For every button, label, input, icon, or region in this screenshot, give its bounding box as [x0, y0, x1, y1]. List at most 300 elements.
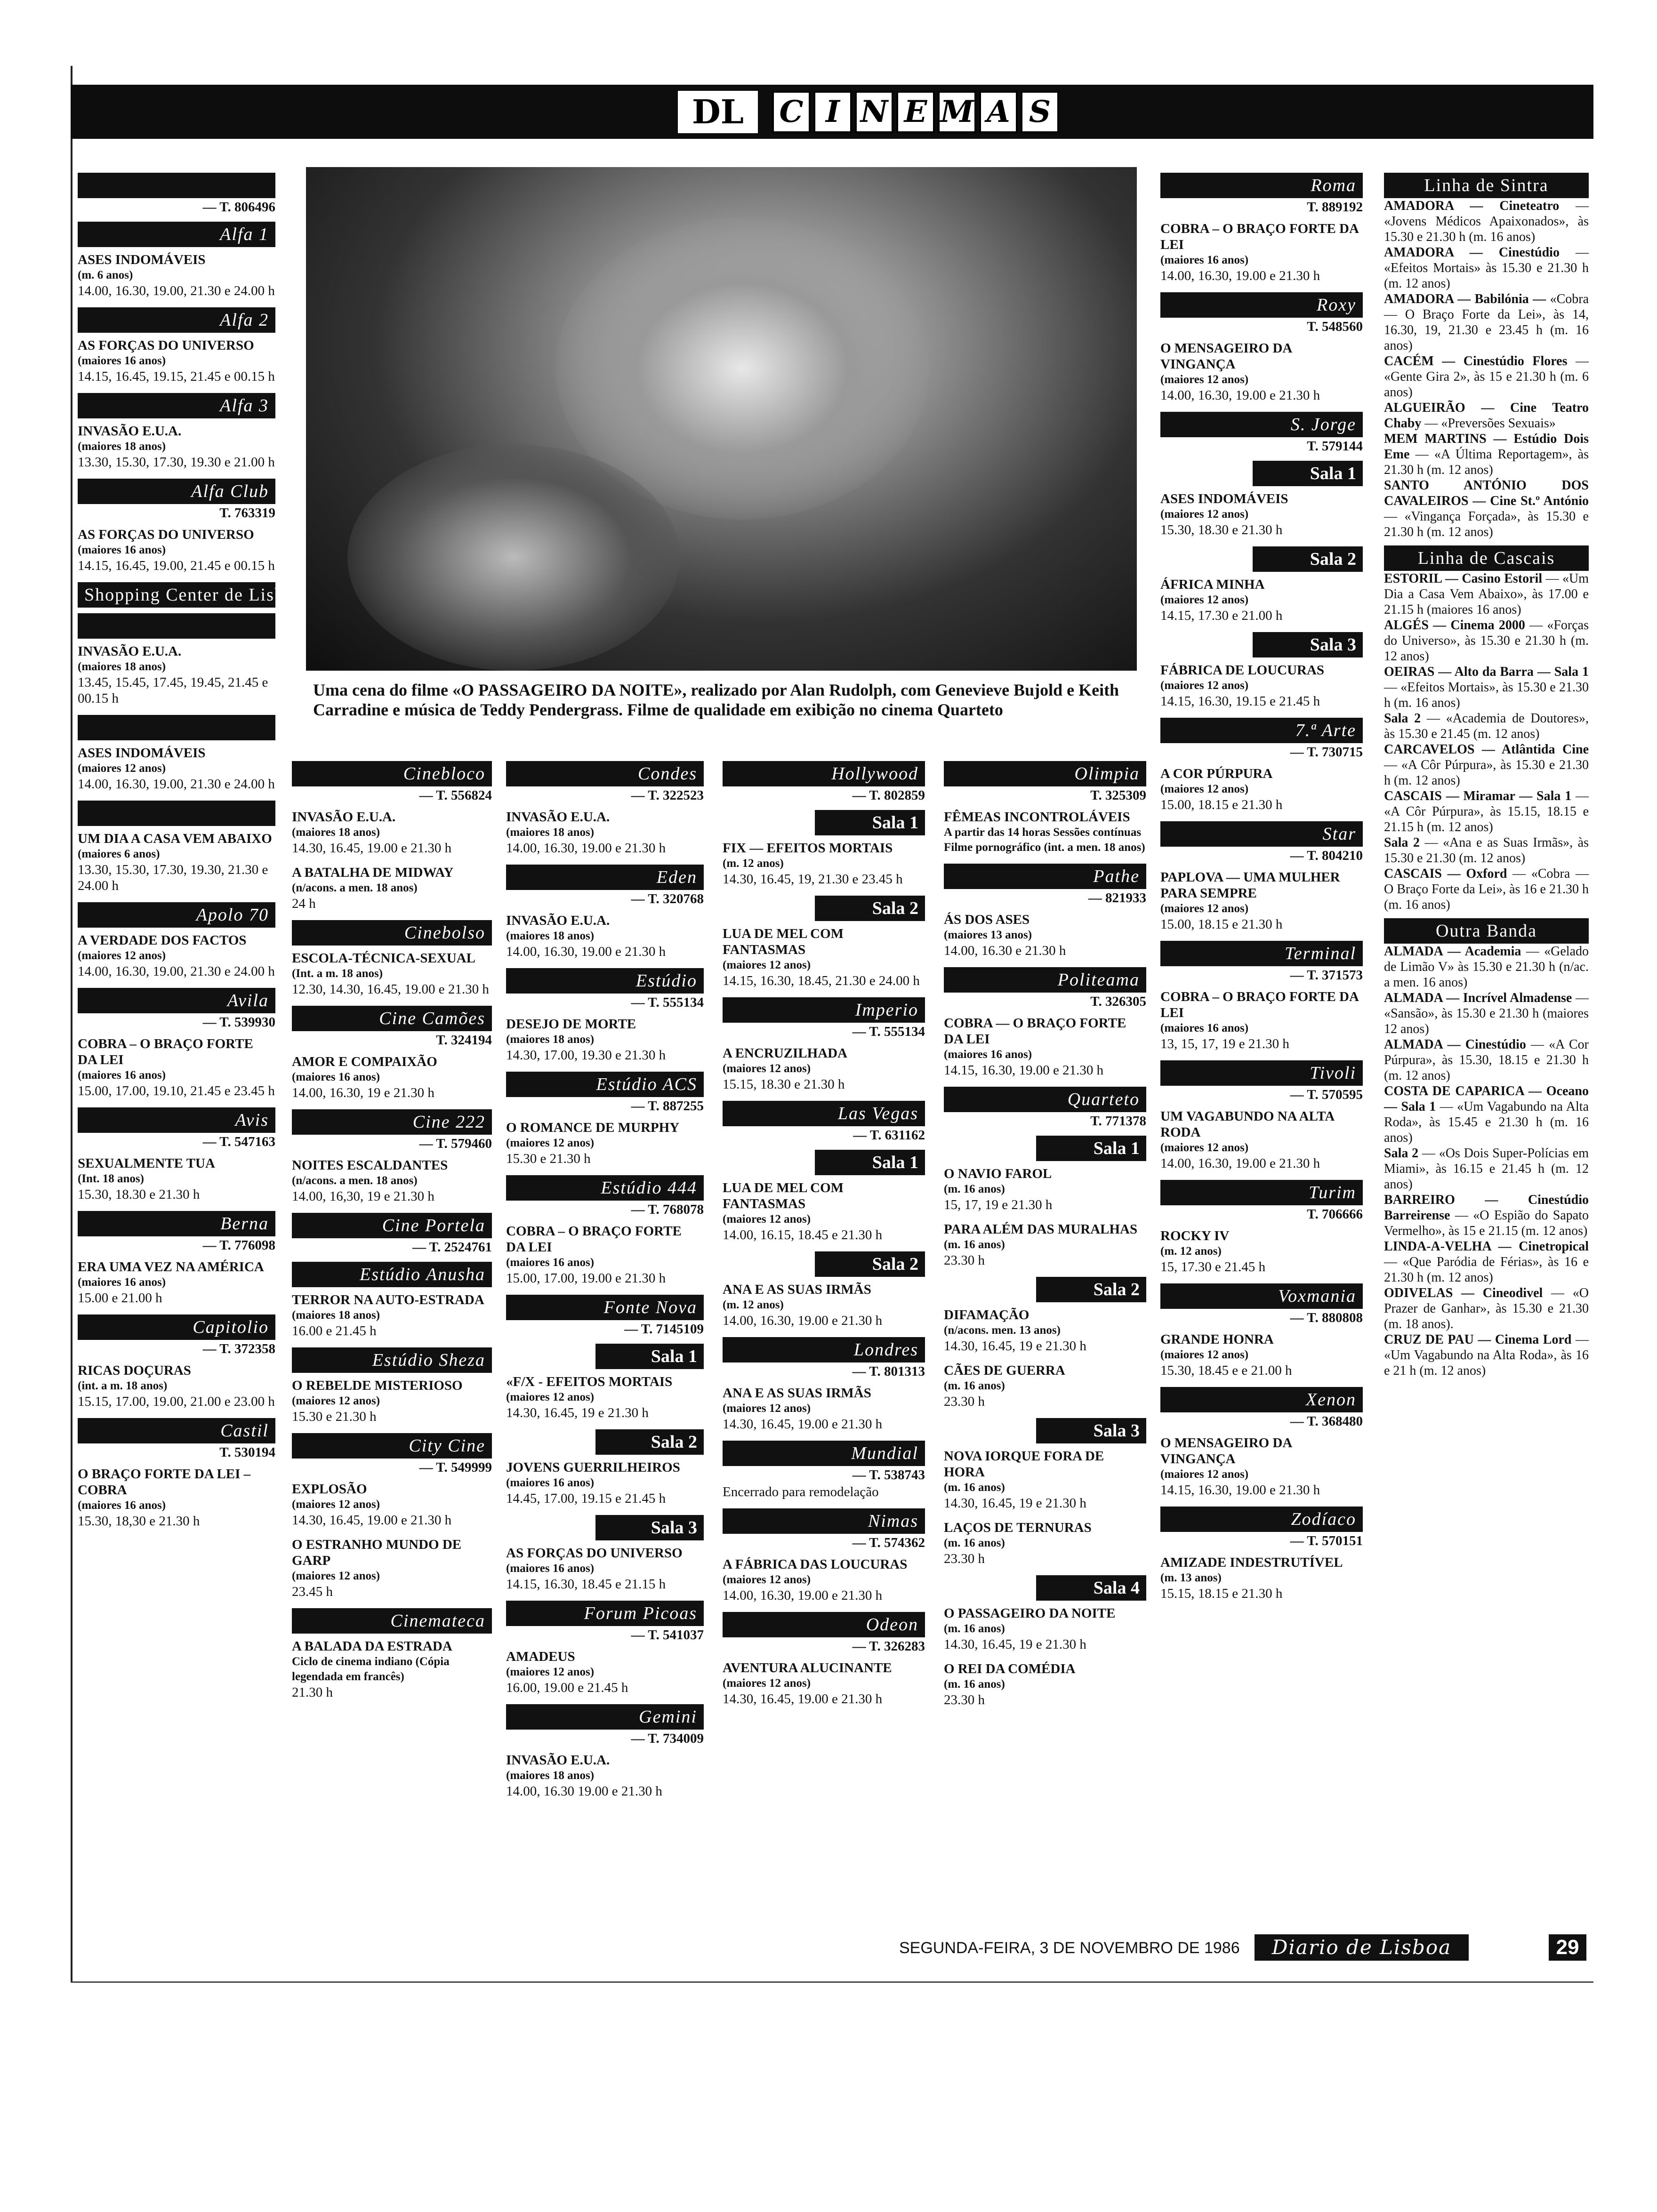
title-letter: M — [938, 91, 976, 133]
film-title: O ROMANCE DE MURPHY — [506, 1120, 680, 1135]
film-rating: (maiores 13 anos) — [944, 929, 1032, 941]
film-listing — [78, 527, 275, 574]
cinema-header: Estúdio Sheza — [292, 1347, 492, 1373]
film-title: INVASÃO E.U.A. — [78, 644, 182, 659]
title-letter: A — [979, 91, 1018, 133]
film-listing — [292, 865, 492, 912]
cinema-header — [78, 801, 275, 826]
film-times: 14.45, 17.00, 19.15 e 21.45 h — [506, 1491, 666, 1506]
cinema-phone: T. 889192 — [1307, 200, 1363, 215]
regional-listing — [1384, 400, 1589, 431]
film-times: 14.30, 16.45, 19 e 21.30 h — [506, 1405, 649, 1420]
film-listing — [723, 1045, 925, 1092]
regional-listing — [1384, 711, 1589, 742]
film-title: COBRA – O BRAÇO FORTE DA LEI — [78, 1036, 253, 1067]
film-rating: (maiores 16 anos) — [1160, 254, 1249, 266]
cinema-header: Xenon — [1160, 1387, 1363, 1412]
film-rating: (maiores 16 anos) — [78, 1499, 166, 1512]
film-times: 15.00, 17.00, 19.00 e 21.30 h — [506, 1271, 666, 1286]
listing-column-5 — [944, 755, 1146, 1716]
film-listing — [292, 1054, 492, 1101]
film-rating: (maiores 12 anos) — [723, 1573, 811, 1586]
film-listing — [78, 932, 275, 979]
cinema-phone: T. 548560 — [1307, 319, 1363, 334]
screening-info: — «Os Dois Super-Polícias em Miami», às 16.15 e 21.45 h (m. 12 anos) — [1384, 1146, 1589, 1192]
film-title: DESEJO DE MORTE — [506, 1017, 636, 1032]
screening-info: — «Efeitos Mortais» às 15.30 e 21.30 h (m. 12 anos) — [1384, 245, 1589, 291]
film-title: O MENSAGEIRO DA VINGANÇA — [1160, 341, 1292, 372]
listing-column-2 — [292, 755, 492, 1709]
cinema-header — [78, 613, 275, 639]
film-times: 14.00, 16.30, 19.00 e 21.30 h — [723, 1313, 883, 1328]
film-title: INVASÃO E.U.A. — [506, 913, 610, 928]
screening-info: — «A Última Reportagem», às 21.30 h (m. 12 anos) — [1384, 447, 1589, 477]
screening-info: — «Vingança Forçada», às 15.30 e 21.30 h (m. 12 anos) — [1384, 509, 1589, 539]
film-rating: (maiores 18 anos) — [506, 826, 595, 839]
cinema-header: Fonte Nova — [506, 1295, 704, 1320]
cinema-phone: — T. 549999 — [419, 1460, 492, 1475]
cinema-phone: — T. 541037 — [631, 1627, 704, 1643]
film-listing — [723, 1556, 925, 1603]
film-times: 23.30 h — [944, 1692, 985, 1707]
cinema-phone: — T. 2524761 — [412, 1240, 492, 1255]
cinema-phone: — T. 802859 — [852, 788, 925, 803]
title-letter: S — [1021, 91, 1059, 133]
regional-listing — [1384, 1083, 1589, 1146]
film-rating: (m. 6 anos) — [78, 269, 133, 281]
film-listing — [506, 809, 704, 856]
cinema-header: Las Vegas — [723, 1101, 925, 1126]
film-listing — [506, 1459, 704, 1507]
film-rating: (maiores 16 anos) — [78, 354, 166, 367]
film-listing — [944, 1015, 1146, 1078]
film-title: O PASSAGEIRO DA NOITE — [944, 1606, 1116, 1621]
film-times: 23.45 h — [292, 1584, 333, 1599]
cinema-phone: — T. 326283 — [852, 1639, 925, 1654]
film-title: AS FORÇAS DO UNIVERSO — [506, 1546, 683, 1561]
film-listing — [1160, 1435, 1363, 1498]
screening-info: — «Forças do Universo», às 15.30 e 21.30 h (m. 12 anos) — [1384, 618, 1589, 664]
cinema-header: Eden — [506, 865, 704, 890]
film-rating: (m. 13 anos) — [1160, 1571, 1222, 1584]
cinema-phone: — T. 570151 — [1290, 1533, 1363, 1548]
cinema-header: Sala 1 — [815, 810, 925, 835]
film-times: 14.15, 16.30, 19.00 e 21.30 h — [944, 1063, 1104, 1078]
film-times: 14.30, 16.45, 19.00 e 21.30 h — [292, 1513, 452, 1528]
film-times: 15.30, 18.30 e 21.30 h — [1160, 522, 1283, 537]
venue-name: COSTA DE CAPARICA — Oceano — Sala 1 — [1384, 1084, 1589, 1114]
film-rating: (maiores 12 anos) — [1160, 783, 1249, 795]
screening-info: — «Preversões Sexuais» — [1424, 416, 1556, 431]
cinema-header: Alfa Club — [78, 479, 275, 504]
film-rating: (m. 16 anos) — [944, 1678, 1005, 1691]
venue-name: Sala 2 — [1384, 835, 1420, 850]
screening-info: — «Efeitos Mortais», às 15.30 e 21.30 h (m. 16 anos) — [1384, 680, 1589, 710]
film-title: «F/X - EFEITOS MORTAIS — [506, 1374, 673, 1389]
film-listing — [506, 1374, 704, 1421]
film-rating: (maiores 18 anos) — [78, 660, 166, 673]
cinema-phone: — T. 579460 — [419, 1136, 492, 1151]
cinema-header: Sala 1 — [1253, 461, 1363, 486]
film-times: 15, 17.30 e 21.45 h — [1160, 1259, 1266, 1274]
film-times: 14.00, 16.30, 19.00, 21.30 e 24.00 h — [78, 777, 275, 792]
film-title: AMOR E COMPAIXÃO — [292, 1054, 437, 1069]
film-rating: (m. 16 anos) — [944, 1481, 1005, 1494]
film-times: 13.45, 15.45, 17.45, 19.45, 21.45 e 00.15 h — [78, 675, 268, 706]
film-listing — [944, 1661, 1146, 1708]
venue-name: CRUZ DE PAU — Cinema Lord — [1384, 1332, 1572, 1347]
film-times: 14.30, 16.45, 19 e 21.30 h — [944, 1338, 1086, 1354]
cinema-phone: T. 326305 — [1090, 994, 1146, 1009]
film-times: 14.00, 16,30, 19 e 21.30 h — [292, 1189, 434, 1204]
film-listing — [1160, 1228, 1363, 1275]
listing-column-6 — [1160, 167, 1363, 1610]
film-rating: (maiores 12 anos) — [723, 1402, 811, 1415]
cinema-header: Terminal — [1160, 941, 1363, 966]
film-rating: (maiores 12 anos) — [1160, 593, 1249, 606]
film-times: 16.00, 19.00 e 21.45 h — [506, 1680, 628, 1695]
film-rating: (maiores 16 anos) — [78, 1069, 166, 1082]
cinema-header-alvalade — [78, 173, 275, 198]
film-rating: (maiores 16 anos) — [78, 1276, 166, 1289]
film-title: AS FORÇAS DO UNIVERSO — [78, 527, 254, 542]
film-listing — [78, 1036, 275, 1099]
film-listing — [506, 1120, 704, 1167]
film-listing — [506, 1545, 704, 1592]
cinema-header: Alfa 2 — [78, 307, 275, 333]
regional-listing — [1384, 990, 1589, 1037]
film-title: ANA E AS SUAS IRMÃS — [723, 1386, 871, 1401]
venue-name: SANTO ANTÓNIO DOS CAVALEIROS — Cine St.º António — [1384, 478, 1589, 508]
film-title: UM DIA A CASA VEM ABAIXO — [78, 831, 272, 846]
regional-listing — [1384, 944, 1589, 990]
cinema-header: Sala 1 — [595, 1344, 704, 1369]
film-listing — [723, 1660, 925, 1707]
cinema-header: Alfa 3 — [78, 393, 275, 418]
film-times: 23.30 h — [944, 1394, 985, 1409]
venue-name: LINDA-A-VELHA — Cinetropical — [1384, 1239, 1589, 1254]
film-title: ÁFRICA MINHA — [1160, 577, 1265, 592]
page-number: 29 — [1549, 1934, 1586, 1961]
film-title: SEXUALMENTE TUA — [78, 1156, 215, 1171]
film-rating: (maiores 12 anos) — [723, 1062, 811, 1075]
film-times: 15.30, 18,30 e 21.30 h — [78, 1514, 200, 1529]
cinema-phone: — T. 880808 — [1290, 1310, 1363, 1325]
film-listing — [78, 1362, 275, 1410]
cinema-header: Tivoli — [1160, 1060, 1363, 1086]
cinema-header: Estúdio — [506, 968, 704, 994]
film-rating: (maiores 12 anos) — [506, 1666, 595, 1678]
regional-listing — [1384, 1146, 1589, 1192]
cinema-header: Odeon — [723, 1612, 925, 1637]
listing-column-4 — [723, 755, 925, 1715]
venue-name: AMADORA — Cinestúdio — [1384, 245, 1560, 260]
film-times: 14.00, 16.30, 19.00 e 21.30 h — [1160, 268, 1320, 283]
film-times: 14.00, 16.30, 19.00, 21.30 e 24.00 h — [78, 283, 275, 298]
film-times: 13.30, 15.30, 17.30, 19.30, 21.30 e 24.00 h — [78, 862, 268, 893]
cinema-header: Forum Picoas — [506, 1601, 704, 1626]
film-listing — [1160, 662, 1363, 709]
screening-info: — «Academia de Doutores», às 15.30 e 21.45 (m. 12 anos) — [1384, 711, 1589, 741]
film-rating: (maiores 12 anos) — [292, 1395, 380, 1407]
cinema-header: Sala 2 — [1036, 1277, 1146, 1302]
film-title: O NAVIO FAROL — [944, 1166, 1052, 1181]
cinema-header: Quarteto — [944, 1087, 1146, 1112]
title-letter: C — [772, 91, 811, 133]
screening-info: — «Ana e as Suas Irmãs», às 15.30 e 21.30 (m. 12 anos) — [1384, 835, 1589, 866]
film-listing — [723, 1385, 925, 1432]
screening-info: — «Gente Gira 2», às 15 e 21.30 h (m. 6 anos) — [1384, 354, 1589, 400]
film-listing — [944, 1362, 1146, 1410]
venue-name: ALGUEIRÃO — Cine Teatro Chaby — [1384, 401, 1589, 431]
cinema-header: City Cine — [292, 1433, 492, 1459]
film-title: O REI DA COMÉDIA — [944, 1661, 1076, 1676]
screening-info: — «Um Vagabundo na Alta Roda», às 16 e 21 h (m. 12 anos) — [1384, 1332, 1589, 1378]
cinema-header: Roxy — [1160, 292, 1363, 318]
film-rating: (maiores 12 anos) — [723, 1213, 811, 1226]
listing-column-1 — [78, 167, 303, 1538]
film-times: 14.00, 16.30, 19.00 e 21.30 h — [506, 841, 666, 856]
venue-name: AMADORA — Babilónia — — [1384, 292, 1546, 306]
section-title — [772, 91, 1059, 133]
film-times: 15.30 e 21.30 h — [292, 1409, 377, 1424]
film-title: ERA UMA VEZ NA AMÉRICA — [78, 1259, 264, 1274]
film-rating: (m. 16 anos) — [944, 1622, 1005, 1635]
film-rating: (maiores 12 anos) — [1160, 1348, 1249, 1361]
cinema-header: Mundial — [723, 1441, 925, 1466]
film-times: 15.00, 18.15 e 21.30 h — [1160, 797, 1283, 812]
regional-listing — [1384, 245, 1589, 291]
film-rating: (m. 12 anos) — [1160, 1245, 1222, 1258]
film-listing — [1160, 1108, 1363, 1171]
cinema-phone: — T. 372358 — [202, 1341, 275, 1356]
film-listing — [506, 1016, 704, 1063]
film-times: 16.00 e 21.45 h — [292, 1323, 377, 1338]
film-times: 14.15, 16.45, 19.00, 21.45 e 00.15 h — [78, 558, 275, 573]
film-rating: (maiores 18 anos) — [506, 930, 595, 942]
film-title: O MENSAGEIRO DA VINGANÇA — [1160, 1435, 1292, 1467]
cinema-header: Star — [1160, 821, 1363, 847]
film-times: 14.00, 16.30 e 21.30 h — [944, 943, 1066, 958]
film-listing — [1160, 869, 1363, 932]
film-rating: (maiores 16 anos) — [506, 1256, 595, 1269]
film-listing — [723, 926, 925, 989]
film-title: INVASÃO E.U.A. — [506, 1753, 610, 1768]
regional-listing — [1384, 1285, 1589, 1332]
cinema-header: Berna — [78, 1211, 275, 1236]
film-rating: (m. 16 anos) — [944, 1537, 1005, 1549]
film-rating: (maiores 18 anos) — [292, 826, 380, 839]
cinema-header: Cine Camões — [292, 1006, 492, 1031]
film-listing — [78, 423, 275, 470]
film-title: ANA E AS SUAS IRMÃS — [723, 1282, 871, 1297]
film-rating: (maiores 16 anos) — [506, 1476, 595, 1489]
film-title: ASES INDOMÁVEIS — [78, 745, 206, 761]
cinema-header: Cinemateca — [292, 1608, 492, 1634]
regional-listing — [1384, 1239, 1589, 1285]
title-letter: I — [813, 91, 852, 133]
film-title: FÊMEAS INCONTROLÁVEIS — [944, 809, 1130, 825]
film-rating: (maiores 12 anos) — [78, 762, 166, 775]
film-times: 14.00, 16.30, 19.00 e 21.30 h — [506, 944, 666, 959]
cinema-header: Politeama — [944, 967, 1146, 993]
venue-name: MEM MARTINS — Estúdio Dois Eme — [1384, 432, 1589, 462]
film-title: LUA DE MEL COM FANTASMAS — [723, 1180, 844, 1211]
screening-info: — «A Côr Púrpura», às 15.30 e 21.30 h (m. 12 anos) — [1384, 758, 1589, 788]
film-title: FIX — EFEITOS MORTAIS — [723, 841, 893, 856]
venue-name: ODIVELAS — Cineodivel — [1384, 1286, 1543, 1300]
screening-info: — «Sansão», às 15.30 e 21.30 h (maiores 12 anos) — [1384, 991, 1589, 1036]
film-rating: (maiores 12 anos) — [723, 959, 811, 971]
film-title: ÁS DOS ASES — [944, 912, 1030, 927]
cinema-phone: — T. 547163 — [202, 1134, 275, 1149]
film-times: 13, 15, 17, 19 e 21.30 h — [1160, 1036, 1289, 1051]
film-times: 14.00, 16.30, 19.00, 21.30 e 24.00 h — [78, 964, 275, 979]
film-rating: (maiores 12 anos) — [506, 1137, 595, 1149]
film-title: NOVA IORQUE FORA DE HORA — [944, 1449, 1104, 1480]
cinema-phone: — T. 555134 — [631, 995, 704, 1010]
cinema-header: Sala 2 — [815, 1251, 925, 1277]
cinema-header: Sala 3 — [1036, 1418, 1146, 1443]
film-rating: (m. 12 anos) — [723, 1298, 784, 1311]
venue-name: OEIRAS — Alto da Barra — Sala 1 — [1384, 665, 1589, 679]
screening-info: — «Cobra — O Braço Forte da Lei», às 16 e 21.30 h (m. 16 anos) — [1384, 866, 1589, 912]
venue-name: ALMADA — Cinestúdio — [1384, 1037, 1526, 1052]
venue-name: AMADORA — Cineteatro — [1384, 199, 1560, 213]
cinema-header: Cine 222 — [292, 1109, 492, 1135]
film-title: ROCKY IV — [1160, 1228, 1230, 1243]
regional-listing — [1384, 431, 1589, 478]
cinema-phone: — 821933 — [1088, 890, 1146, 906]
cinema-phone: — T. 368480 — [1290, 1414, 1363, 1429]
cinema-header: Shopping Center de Lisboa — [78, 582, 275, 608]
screening-info: — «Um Dia a Casa Vem Abaixo», às 17.00 e 21.15 h (maiores 16 anos) — [1384, 571, 1589, 617]
film-title: INVASÃO E.U.A. — [506, 809, 610, 825]
film-rating: (maiores 18 anos) — [292, 1309, 380, 1322]
film-title: AMIZADE INDESTRUTÍVEL — [1160, 1555, 1343, 1570]
film-times: 15.30 e 21.30 h — [506, 1151, 591, 1166]
cinema-phone: — T. 806496 — [202, 200, 275, 215]
film-rating: (int. a m. 18 anos) — [78, 1379, 168, 1392]
film-times: 15.30, 18.30 e 21.30 h — [78, 1187, 200, 1202]
regional-listing — [1384, 198, 1589, 245]
film-title: COBRA — O BRAÇO FORTE DA LEI — [944, 1016, 1126, 1047]
film-title: DIFAMAÇÃO — [944, 1307, 1030, 1322]
film-times: 14.00, 16.30 19.00 e 21.30 h — [506, 1784, 662, 1799]
title-letter: E — [896, 91, 935, 133]
film-rating: (maiores 12 anos) — [1160, 508, 1249, 521]
film-times: 15.00, 17.00, 19.10, 21.45 e 23.45 h — [78, 1083, 275, 1098]
film-listing — [78, 831, 275, 894]
venue-name: ESTORIL — Casino Estoril — [1384, 571, 1543, 586]
cinema-phone: — T. 730715 — [1290, 745, 1363, 760]
film-listing — [292, 950, 492, 997]
film-times: 14.00, 16.30, 19.00 e 21.30 h — [1160, 1156, 1320, 1171]
venue-name: Sala 2 — [1384, 711, 1421, 726]
film-listing — [78, 1259, 275, 1306]
regional-listing — [1384, 571, 1589, 617]
film-listing — [78, 1155, 275, 1202]
film-rating: (maiores 12 anos) — [506, 1391, 595, 1403]
film-rating: (n/acons. a men. 18 anos) — [292, 1174, 418, 1187]
cinema-header: Castil — [78, 1418, 275, 1443]
film-listing — [1160, 340, 1363, 403]
film-listing — [944, 809, 1146, 855]
cinema-phone: — T. 322523 — [631, 788, 704, 803]
film-times: 13.30, 15.30, 17.30, 19.30 e 21.00 h — [78, 455, 275, 470]
venue-name: CACÉM — Cinestúdio Flores — [1384, 354, 1568, 369]
film-times: 23.30 h — [944, 1551, 985, 1566]
regional-listing — [1384, 1192, 1589, 1239]
film-listing — [944, 1307, 1146, 1354]
film-title: A VERDADE DOS FACTOS — [78, 933, 247, 948]
cinema-phone: — T. 320768 — [631, 891, 704, 906]
film-listing — [944, 1448, 1146, 1511]
film-times: 14.30, 16.45, 19.00 e 21.30 h — [292, 841, 452, 856]
cinema-phone: T. 706666 — [1307, 1207, 1363, 1222]
film-times: 14.15, 16.45, 19.15, 21.45 e 00.15 h — [78, 369, 275, 384]
film-rating: (Int. 18 anos) — [78, 1172, 144, 1185]
screening-info: — «Que Paródia de Férias», às 16 e 21.30 h (m. 12 anos) — [1384, 1255, 1589, 1285]
cinema-phone: T. 325309 — [1090, 788, 1146, 803]
film-rating: (m. 16 anos) — [944, 1379, 1005, 1392]
film-times: 14.15, 17.30 e 21.00 h — [1160, 608, 1283, 623]
newspaper-logo: DL — [678, 91, 758, 133]
venue-name: Sala 2 — [1384, 1146, 1419, 1161]
region-header: Outra Banda — [1384, 918, 1589, 944]
film-rating: (maiores 16 anos) — [506, 1562, 595, 1575]
cinema-phone: — T. 556824 — [419, 788, 492, 803]
film-times: 14.15, 16.30, 18.45, 21.30 e 24.00 h — [723, 973, 920, 988]
cinema-header: Voxmania — [1160, 1283, 1363, 1309]
screening-info: — «O Prazer de Ganhar», às 15.30 e 21.30 (m. 18 anos). — [1384, 1286, 1589, 1331]
film-rating: (m. 16 anos) — [944, 1183, 1005, 1195]
cinema-header — [78, 715, 275, 740]
cinema-header: Hollywood — [723, 761, 925, 786]
regional-listing — [1384, 866, 1589, 913]
regional-listing — [1384, 1332, 1589, 1378]
film-title: LAÇOS DE TERNURAS — [944, 1520, 1092, 1535]
film-times: 15.15, 17.00, 19.00, 21.00 e 23.00 h — [78, 1394, 275, 1409]
film-title: A FÁBRICA DAS LOUCURAS — [723, 1557, 908, 1572]
film-listing — [292, 1378, 492, 1425]
screening-info: — «Jovens Médicos Apaixonados», às 15.30 e 21.30 h (m. 16 anos) — [1384, 199, 1589, 244]
film-times: 14.30, 16.45, 19, 21.30 e 23.45 h — [723, 872, 903, 887]
cinema-phone: — T. 555134 — [852, 1024, 925, 1039]
film-times: 12.30, 14.30, 16.45, 19.00 e 21.30 h — [292, 982, 489, 997]
film-title: TERROR NA AUTO-ESTRADA — [292, 1292, 484, 1307]
film-title: PARA ALÉM DAS MURALHAS — [944, 1222, 1138, 1237]
film-listing — [723, 1282, 925, 1329]
film-listing — [78, 1466, 275, 1529]
film-times: 14.30, 16.45, 19.00 e 21.30 h — [723, 1417, 883, 1432]
cinema-phone: — T. 801313 — [852, 1364, 925, 1379]
cinema-phone: — T. 776098 — [202, 1238, 275, 1253]
film-listing — [78, 252, 275, 299]
film-rating: (m. 12 anos) — [723, 857, 784, 870]
regional-listing — [1384, 788, 1589, 835]
film-title: ASES INDOMÁVEIS — [78, 252, 206, 267]
film-listing — [78, 643, 275, 706]
film-title: COBRA – O BRAÇO FORTE DA LEI — [1160, 221, 1359, 252]
film-rating: (Int. a m. 18 anos) — [292, 967, 383, 980]
listing-column-3 — [506, 755, 704, 1808]
cinema-header: Sala 4 — [1036, 1575, 1146, 1601]
screening-info: — «Um Vagabundo na Alta Roda», às 15.45 e 21.30 h (m. 16 anos) — [1384, 1099, 1589, 1145]
regional-listing — [1384, 835, 1589, 866]
cinema-header: Roma — [1160, 173, 1363, 198]
film-listing — [506, 1223, 704, 1286]
